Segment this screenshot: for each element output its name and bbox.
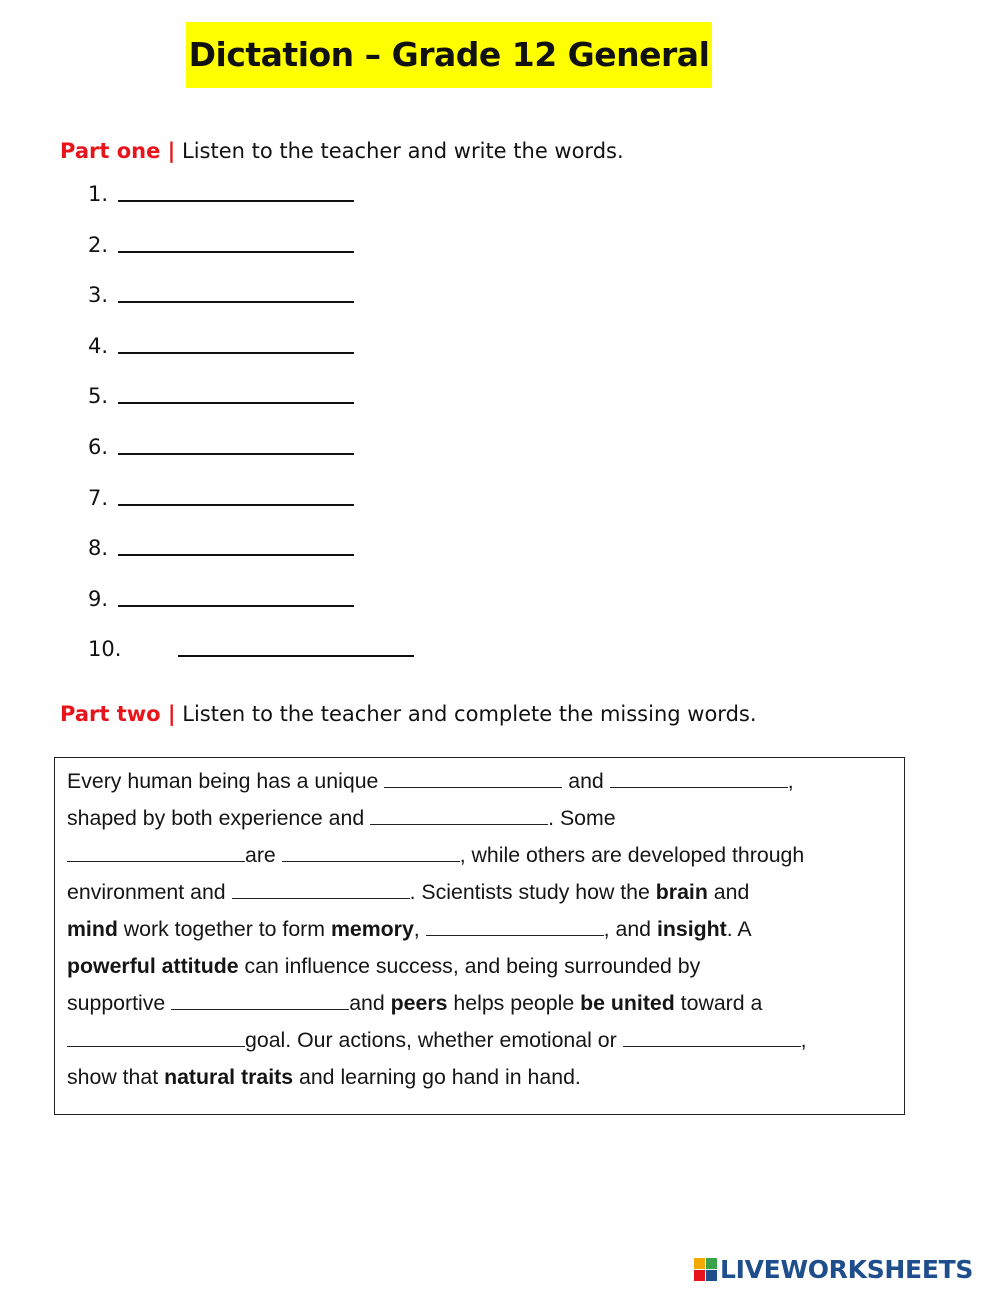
passage-text: and [349, 991, 391, 1015]
passage-line [67, 837, 894, 874]
keyword-memory: memory [330, 917, 414, 941]
passage-text: Every human being has a unique [67, 769, 385, 793]
keyword-brain: brain [655, 880, 708, 904]
passage-blank-9[interactable] [67, 1028, 245, 1047]
item-number: 1. [88, 182, 109, 206]
answer-blank-2[interactable] [118, 229, 354, 253]
list-item [88, 431, 414, 482]
passage-text: . Some [548, 806, 616, 830]
passage-blank-10[interactable] [623, 1028, 801, 1047]
keyword-natural-traits: natural traits [164, 1065, 294, 1089]
passage-text: shaped by both experience and [67, 806, 371, 830]
answer-blank-10[interactable] [178, 633, 414, 657]
part-one-heading [60, 136, 624, 166]
keyword-mind: mind [67, 917, 118, 941]
keyword-insight: insight [656, 917, 727, 941]
item-number: 6. [88, 434, 109, 459]
passage-text: toward a [674, 991, 763, 1015]
passage-text: show that [67, 1065, 165, 1089]
keyword-powerful-attitude: powerful attitude [67, 954, 239, 978]
passage-line [67, 1022, 894, 1059]
page-title: Dictation – Grade 12 General [186, 22, 712, 88]
passage-blank-3[interactable] [370, 806, 548, 825]
item-number: 5. [88, 384, 109, 409]
liveworksheets-logo[interactable] [694, 1254, 973, 1284]
passage-text: . A [726, 917, 752, 941]
passage-text: and [707, 880, 750, 904]
passage-text: goal. Our actions, whether emotional or [245, 1028, 623, 1052]
list-item [88, 380, 414, 431]
answer-blank-8[interactable] [118, 532, 354, 556]
item-number: 10. [88, 637, 122, 662]
item-number: 2. [88, 232, 109, 257]
passage-line [67, 874, 894, 911]
part-two-label: Part two | [60, 702, 176, 726]
answer-blank-1[interactable] [118, 178, 354, 202]
passage-blank-2[interactable] [610, 769, 788, 788]
answer-blank-5[interactable] [118, 380, 354, 404]
answer-blank-6[interactable] [118, 431, 354, 455]
passage-blank-5[interactable] [282, 843, 460, 862]
list-item [88, 482, 414, 533]
list-item [88, 633, 414, 684]
passage-text: work together to form [117, 917, 331, 941]
passage-blank-1[interactable] [384, 769, 562, 788]
item-number: 7. [88, 485, 109, 510]
item-number: 8. [88, 536, 109, 561]
list-item [88, 229, 414, 280]
passage-text: . Scientists study how the [409, 880, 656, 904]
passage-box [54, 757, 905, 1115]
item-number: 9. [88, 586, 109, 611]
list-item [88, 532, 414, 583]
passage-text: , [800, 1028, 807, 1052]
passage-text: helps people [447, 991, 581, 1015]
passage-text: environment and [67, 880, 232, 904]
passage-line [67, 948, 894, 985]
passage-text: , while others are developed through [459, 843, 805, 867]
keyword-peers: peers [390, 991, 448, 1015]
passage-text: , [413, 917, 426, 941]
passage-blank-7[interactable] [426, 917, 604, 936]
passage-blank-8[interactable] [171, 991, 349, 1010]
part-one-instruction: Listen to the teacher and write the words. [182, 139, 624, 163]
item-number: 3. [88, 283, 109, 308]
passage-blank-6[interactable] [232, 880, 410, 899]
passage-line [67, 985, 894, 1022]
answer-blank-7[interactable] [118, 482, 354, 506]
passage-text: , and [603, 917, 657, 941]
logo-text: LIVEWORKSHEETS [720, 1254, 974, 1284]
part-two-instruction: Listen to the teacher and complete the missing words. [182, 702, 757, 726]
passage-text: and learning go hand in hand. [293, 1065, 581, 1089]
answer-blank-4[interactable] [118, 330, 354, 354]
list-item [88, 279, 414, 330]
item-number: 4. [88, 333, 109, 358]
liveworksheets-logo-icon [694, 1258, 717, 1281]
passage-text: supportive [67, 991, 172, 1015]
keyword-be-united: be united [580, 991, 675, 1015]
passage-text: , [787, 769, 794, 793]
passage-text: and [562, 769, 610, 793]
passage-line [67, 1059, 894, 1096]
part-one-label: Part one | [60, 139, 176, 163]
answer-blank-9[interactable] [118, 583, 354, 607]
list-item [88, 330, 414, 381]
passage-text: are [245, 843, 282, 867]
passage-blank-4[interactable] [67, 843, 245, 862]
list-item [88, 178, 414, 229]
list-item [88, 583, 414, 634]
word-list [88, 178, 414, 684]
passage-line [67, 800, 894, 837]
passage-line [67, 911, 894, 948]
part-two-heading [60, 699, 757, 729]
answer-blank-3[interactable] [118, 279, 354, 303]
passage-text: can influence success, and being surrounded by [238, 954, 701, 978]
passage-line [67, 763, 894, 800]
